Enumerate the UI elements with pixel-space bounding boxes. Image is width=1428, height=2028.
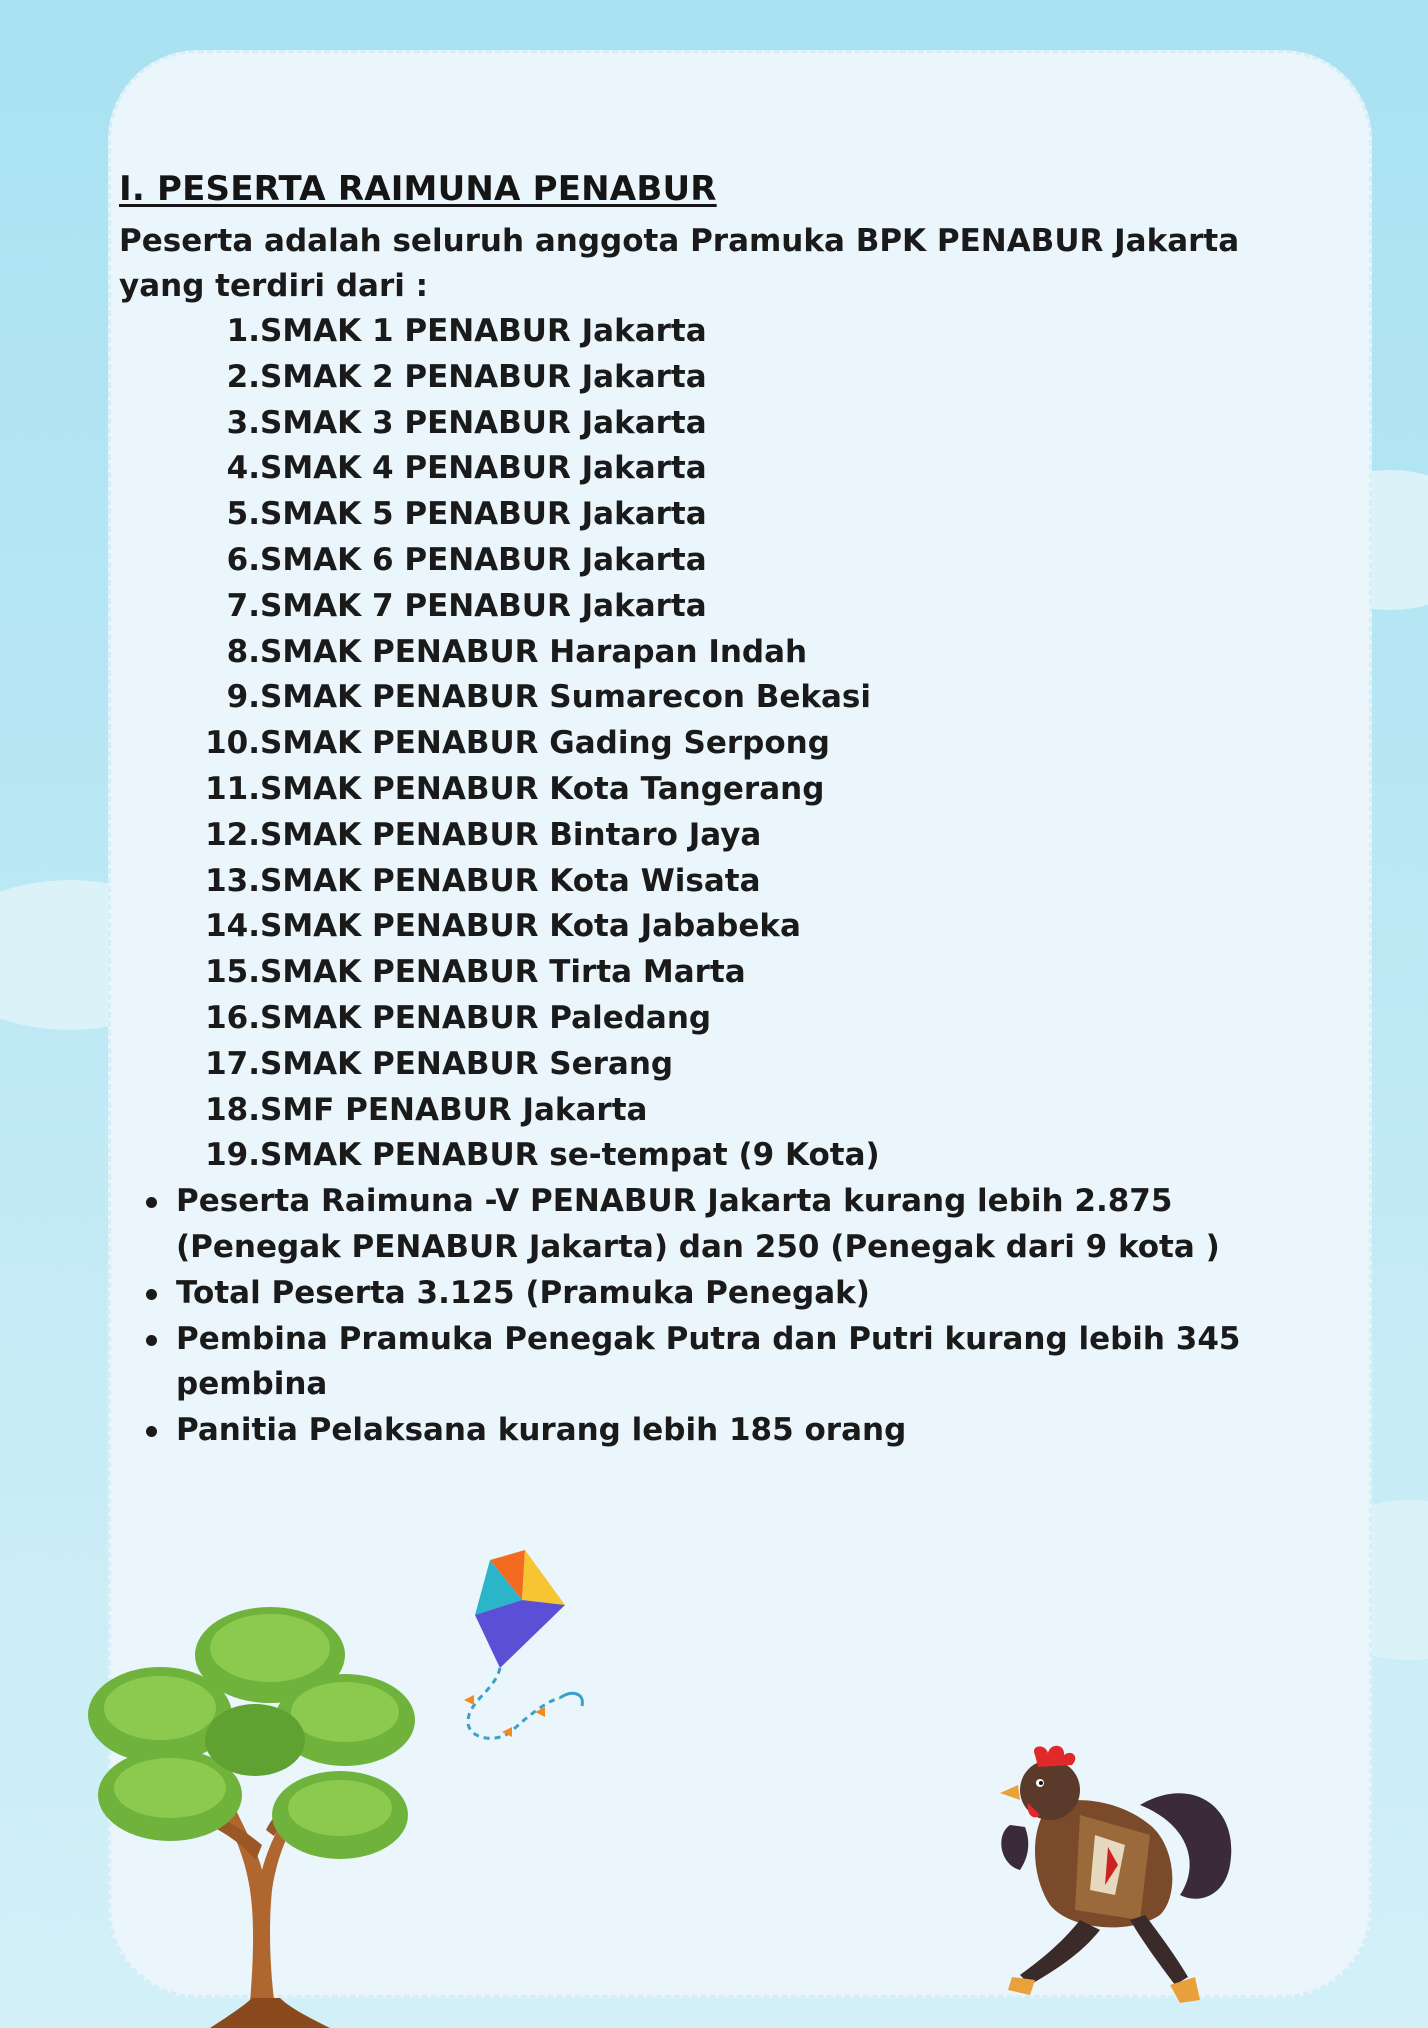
- summary-bullet-text: pembina: [176, 1366, 328, 1403]
- school-number: 15.: [205, 954, 260, 991]
- school-name: SMAK PENABUR Kota Tangerang: [260, 770, 825, 807]
- school-name: SMAK PENABUR Tirta Marta: [260, 954, 746, 991]
- school-list-item: [119, 1133, 1359, 1179]
- school-name: SMAK PENABUR se-tempat (9 Kota): [260, 1137, 880, 1174]
- school-list-item: [119, 446, 1359, 492]
- school-name: SMAK 5 PENABUR Jakarta: [260, 496, 707, 533]
- school-list-item: [119, 401, 1359, 447]
- school-list-item: [119, 950, 1359, 996]
- school-number: 1.: [226, 313, 260, 349]
- school-number: 10.: [205, 725, 260, 762]
- school-number: 12.: [205, 816, 260, 853]
- school-number: 13.: [205, 862, 260, 899]
- school-list-item: [119, 492, 1359, 538]
- tree-root: [210, 1998, 330, 2028]
- school-number: 7.: [226, 587, 260, 624]
- school-name: SMF PENABUR Jakarta: [260, 1091, 648, 1128]
- summary-bullet-item: [119, 1317, 1359, 1409]
- school-list-item: [119, 996, 1359, 1042]
- school-number: 11.: [205, 770, 260, 807]
- school-number: 9.: [226, 679, 260, 716]
- school-number: 8.: [226, 633, 260, 670]
- school-list-item: [119, 630, 1359, 676]
- bullet-dot-icon: [146, 1426, 157, 1437]
- school-list: [119, 309, 1359, 1179]
- intro-line: Peserta adalah seluruh anggota Pramuka BPK PENABUR Jakarta: [119, 223, 1240, 259]
- school-list-item: [119, 1088, 1359, 1134]
- school-list-item: [119, 584, 1359, 630]
- school-name: SMAK PENABUR Bintaro Jaya: [260, 816, 762, 853]
- tree-foliage: [88, 1607, 415, 1859]
- school-number: 4.: [226, 450, 260, 487]
- school-list-item: [119, 309, 1359, 355]
- participants-section: [119, 169, 1359, 1454]
- school-list-item: [119, 538, 1359, 584]
- school-name: SMAK 3 PENABUR Jakarta: [260, 404, 707, 441]
- school-list-item: [119, 813, 1359, 859]
- school-name: SMAK 1 PENABUR Jakarta: [260, 313, 707, 349]
- school-name: SMAK PENABUR Kota Jababeka: [260, 908, 801, 945]
- bullet-dot-icon: [146, 1335, 157, 1346]
- school-number: 14.: [205, 908, 260, 945]
- summary-bullet-item: [119, 1271, 1359, 1317]
- school-list-item: [119, 721, 1359, 767]
- school-list-item: [119, 767, 1359, 813]
- summary-bullet-item: [119, 1179, 1359, 1271]
- school-list-item: [119, 904, 1359, 950]
- intro-line: yang terdiri dari :: [119, 268, 429, 304]
- school-number: 16.: [205, 999, 260, 1036]
- school-number: 19.: [205, 1137, 260, 1174]
- tree-illustration: [80, 1600, 440, 2028]
- school-name: SMAK 6 PENABUR Jakarta: [260, 541, 707, 578]
- school-list-item: [119, 1042, 1359, 1088]
- summary-bullet-text: Peserta Raimuna -V PENABUR Jakarta kurang lebih 2.875: [176, 1183, 1173, 1220]
- school-name: SMAK PENABUR Kota Wisata: [260, 862, 761, 899]
- school-name: SMAK 2 PENABUR Jakarta: [260, 358, 707, 395]
- school-number: 18.: [205, 1091, 260, 1128]
- school-number: 3.: [226, 404, 260, 441]
- school-name: SMAK 7 PENABUR Jakarta: [260, 587, 707, 624]
- bullet-dot-icon: [146, 1289, 157, 1300]
- school-name: SMAK PENABUR Sumarecon Bekasi: [260, 679, 872, 716]
- intro-text: [119, 219, 1359, 309]
- school-list-item: [119, 355, 1359, 401]
- school-name: SMAK 4 PENABUR Jakarta: [260, 450, 707, 487]
- summary-bullet-text: Panitia Pelaksana kurang lebih 185 orang: [176, 1412, 907, 1449]
- school-number: 6.: [226, 541, 260, 578]
- school-number: 17.: [205, 1045, 260, 1082]
- school-name: SMAK PENABUR Serang: [260, 1045, 674, 1082]
- bullet-dot-icon: [146, 1197, 157, 1208]
- summary-bullet-list: [119, 1179, 1359, 1454]
- school-name: SMAK PENABUR Paledang: [260, 999, 712, 1036]
- summary-bullet-text: Pembina Pramuka Penegak Putra dan Putri kurang lebih 345: [176, 1320, 1241, 1357]
- school-name: SMAK PENABUR Harapan Indah: [260, 633, 808, 670]
- summary-bullet-text: (Penegak PENABUR Jakarta) dan 250 (Penegak dari 9 kota ): [176, 1228, 1220, 1265]
- school-number: 5.: [226, 496, 260, 533]
- school-list-item: [119, 675, 1359, 721]
- school-list-item: [119, 859, 1359, 905]
- kite-illustration: [440, 1550, 600, 1750]
- school-name: SMAK PENABUR Gading Serpong: [260, 725, 830, 762]
- summary-bullet-text: Total Peserta 3.125 (Pramuka Penegak): [176, 1274, 870, 1311]
- summary-bullet-item: [119, 1408, 1359, 1454]
- section-heading: I. PESERTA RAIMUNA PENABUR: [119, 169, 717, 209]
- rooster-mascot-illustration: [990, 1745, 1250, 2010]
- school-number: 2.: [226, 358, 260, 395]
